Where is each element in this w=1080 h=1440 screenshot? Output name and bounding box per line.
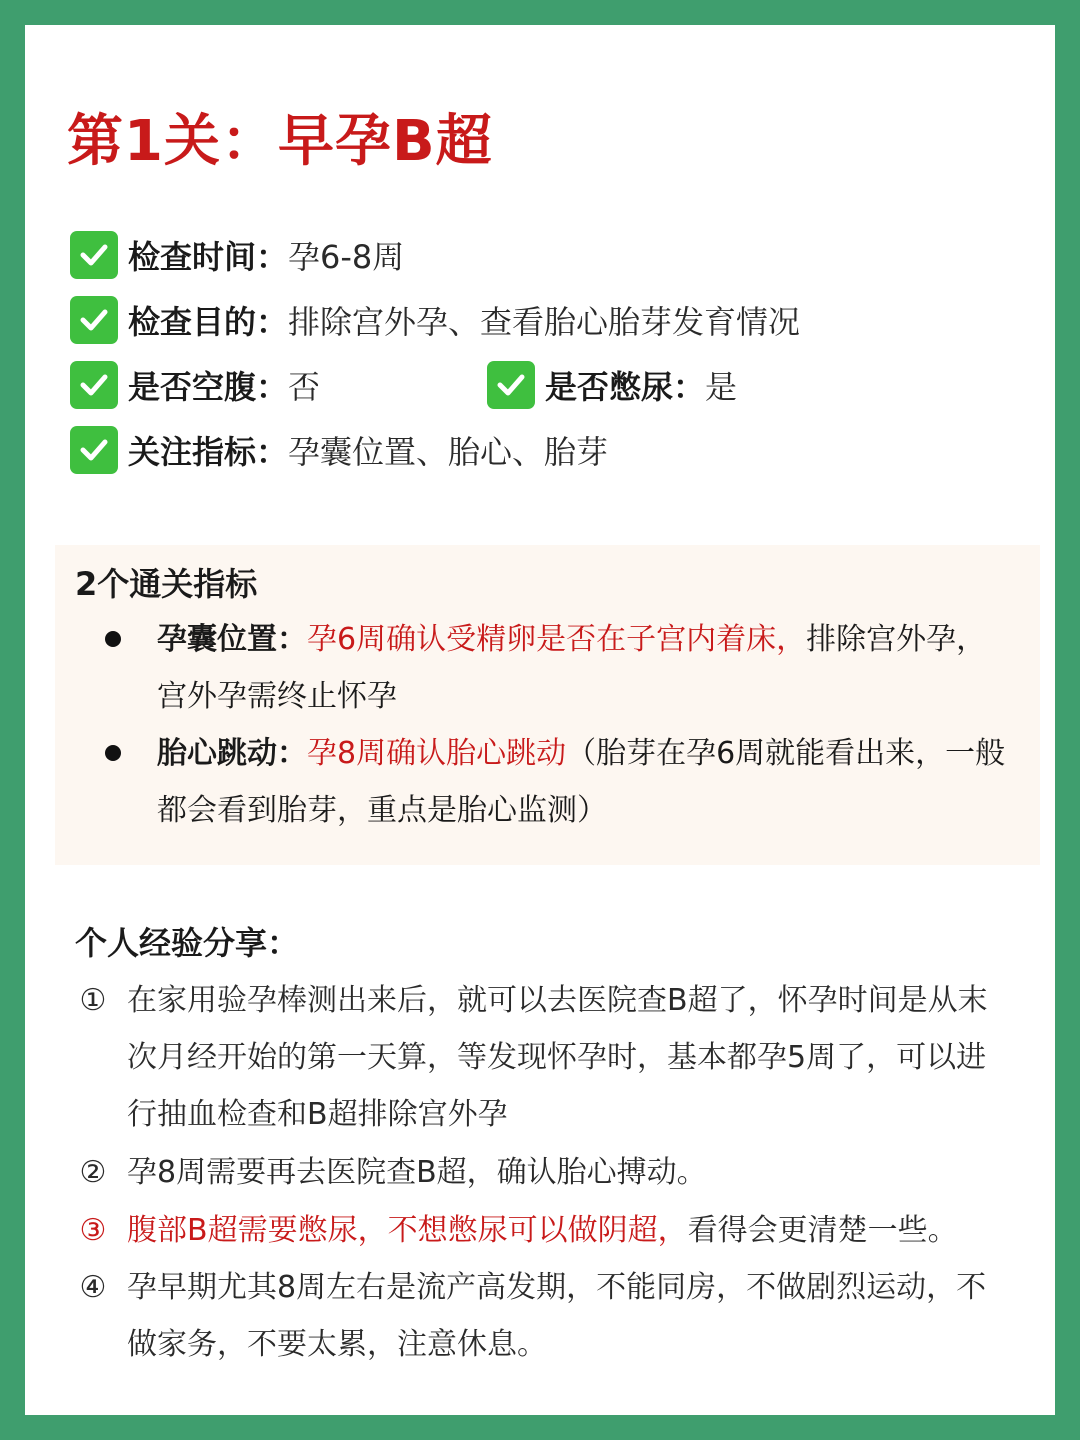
indicator-label: 胎心跳动：: [157, 736, 307, 771]
checklist-value: 是: [705, 368, 738, 406]
experience-item: [75, 1144, 995, 1201]
item-number: ④: [79, 1270, 107, 1305]
indicator-rest: 排除宫外孕，宫外孕需终止怀孕: [157, 622, 987, 714]
bullet-dot-icon: [105, 631, 121, 647]
checkmark-box-icon: [487, 361, 535, 409]
checklist-label: 是否空腹：: [128, 368, 289, 406]
experience-text: 孕8周需要再去医院查B超，确认胎心搏动。: [127, 1155, 707, 1190]
item-number: ③: [79, 1213, 107, 1248]
experience-highlight: 腹部B超需要憋尿，不想憋尿可以做阴超，: [127, 1213, 688, 1248]
checklist-label: 关注指标：: [128, 433, 289, 471]
checklist-value: 排除宫外孕、查看胎心胎芽发育情况: [288, 303, 801, 341]
checkmark-box-icon: [70, 361, 118, 409]
checklist-item-time: [70, 230, 404, 280]
checklist-label: 检查目的：: [128, 303, 289, 341]
indicators-panel: [55, 545, 1040, 865]
indicator-item: [105, 611, 1015, 725]
experience-text: [127, 1202, 995, 1259]
checklist-value: 孕囊位置、胎心、胎芽: [288, 433, 609, 471]
experience-text: 孕早期尤其8周左右是流产高发期，不能同房，不做剧烈运动，不做家务，不要太累，注意休息。: [127, 1270, 987, 1362]
indicator-rest: （胎芽在孕6周就能看出来，一般都会看到胎芽，重点是胎心监测）: [157, 736, 1006, 828]
experience-item: [75, 1202, 995, 1259]
indicator-highlight: 孕6周确认受精卵是否在子宫内着床，: [307, 622, 807, 657]
experience-text: 在家用验孕棒测出来后，就可以去医院查B超了，怀孕时间是从末次月经开始的第一天算，等发现怀孕时，基本都孕5周了，可以进行抽血检查和B超排除宫外孕: [127, 983, 988, 1132]
checkmark-box-icon: [70, 231, 118, 279]
indicators-title: 2个通关指标: [75, 565, 258, 603]
checklist-value: 否: [288, 368, 321, 406]
indicator-text: [157, 725, 1015, 839]
indicator-item: [105, 725, 1015, 839]
checklist-item-fasting: [70, 360, 320, 410]
indicator-highlight: 孕8周确认胎心跳动: [307, 736, 567, 771]
indicator-label: 孕囊位置：: [157, 622, 307, 657]
checklist-item-indicators: [70, 425, 608, 475]
item-number: ②: [79, 1155, 107, 1190]
checklist-label: 检查时间：: [128, 238, 289, 276]
experience-item: [75, 1259, 995, 1373]
checkmark-box-icon: [70, 426, 118, 474]
page-title: 第1关：早孕B超: [67, 109, 493, 174]
experience-rest: 看得会更清楚一些。: [687, 1213, 958, 1248]
content-card: [25, 25, 1055, 1415]
checklist-label: 是否憋尿：: [545, 368, 706, 406]
experience-item: [75, 972, 995, 1143]
checklist-value: 孕6-8周: [288, 238, 405, 276]
checklist-item-purpose: [70, 295, 800, 345]
checklist-item-bladder: [487, 360, 737, 410]
experience-title: 个人经验分享：: [75, 924, 300, 962]
bullet-dot-icon: [105, 745, 121, 761]
item-number: ①: [79, 983, 107, 1018]
checkmark-box-icon: [70, 296, 118, 344]
indicator-text: [157, 611, 1015, 725]
